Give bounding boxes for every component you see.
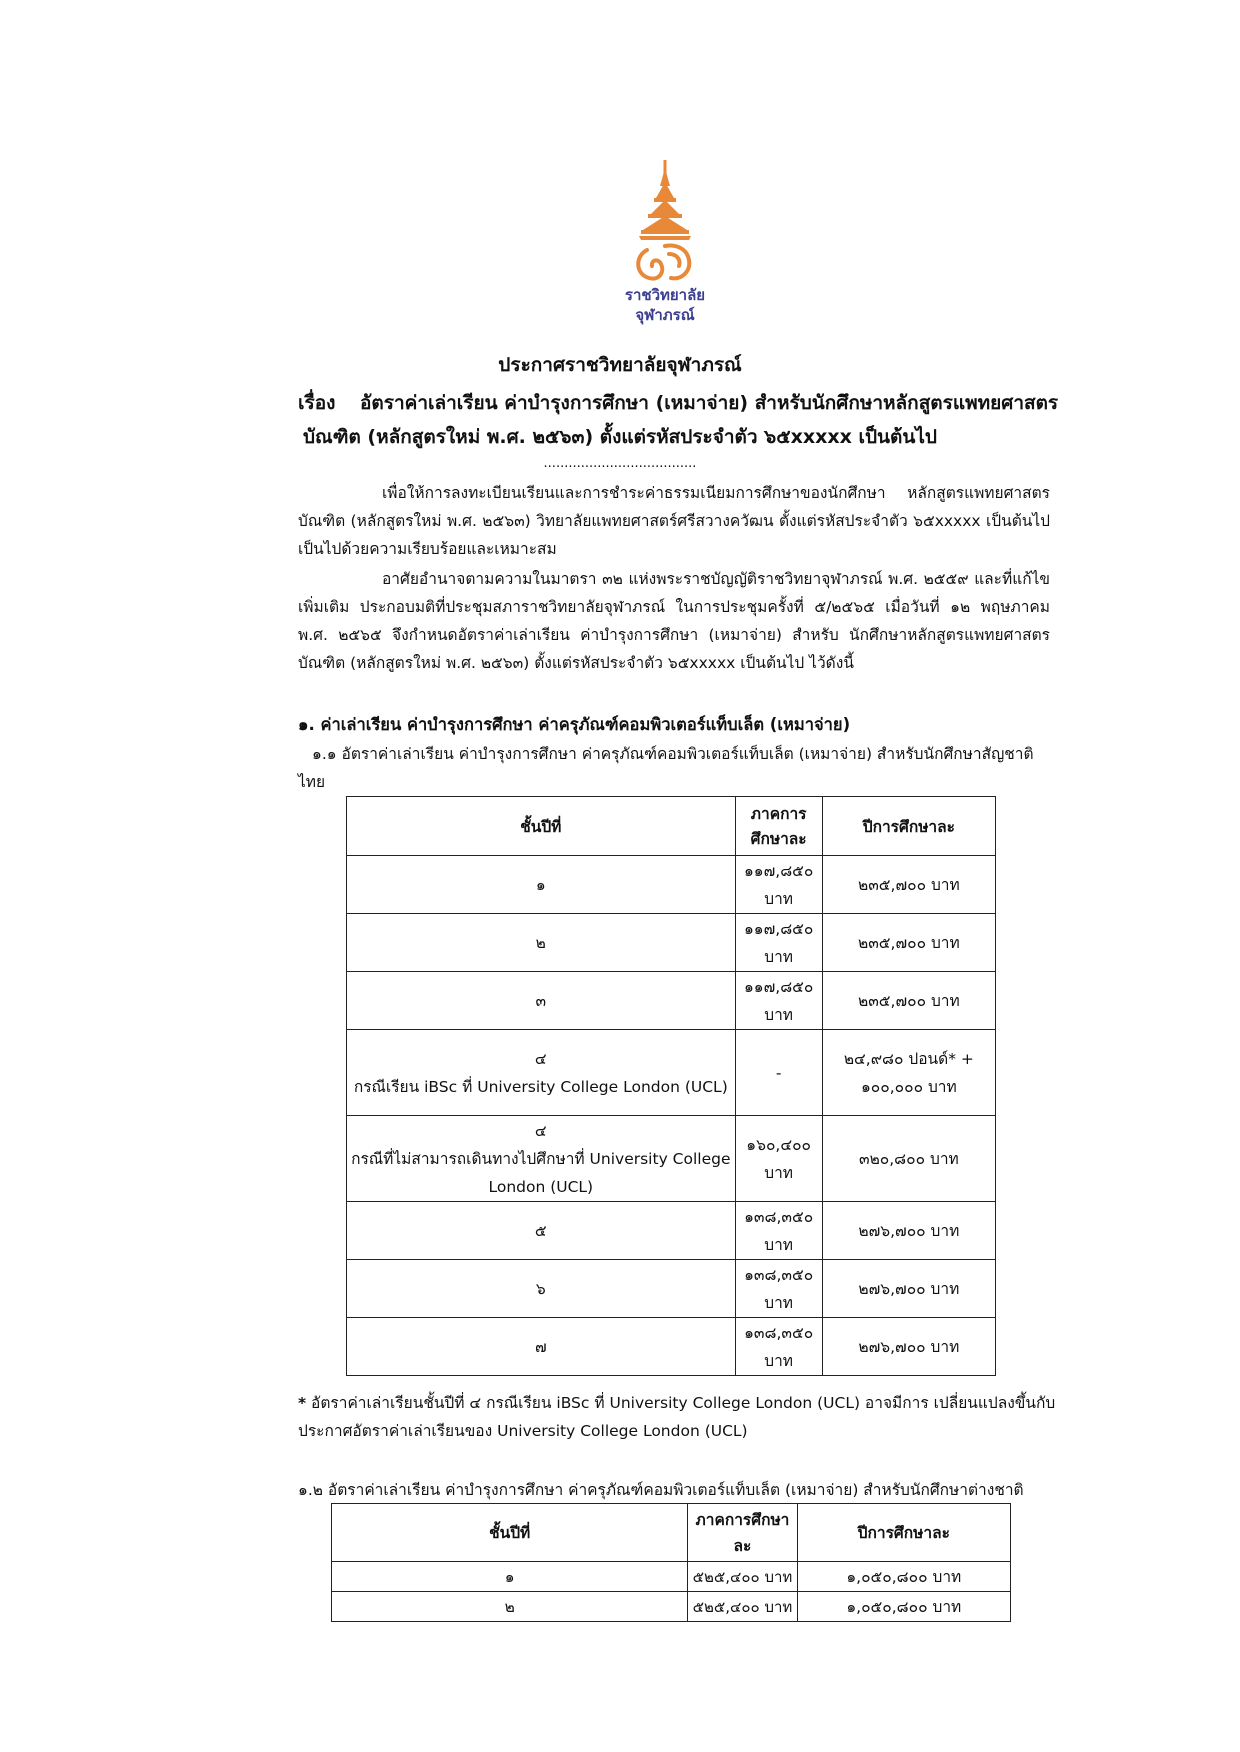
paragraph-1-text: เพื่อให้การลงทะเบียนเรียนและการชำระค่าธรรมเนียมการศึกษาของนักศึกษา หลักสูตรแพทยศาสตรบัณฑิต (หลักสูตรใหม่ พ.ศ. ๒๕๖๓) วิทยาลัยแพทยศาสตร์ศรีสวางควัฒน ตั้งแต่รหัสประจำตัว ๖๕xxxxx เป็นต้นไป เป็นไปด้วยความเรียบร้อยและเหมาะสม xyxy=(298,484,1050,558)
cell-semester: ๕๒๕,๔๐๐ บาท xyxy=(688,1562,797,1592)
paragraph-1 xyxy=(298,479,1050,563)
cell-annual: ๒๗๖,๗๐๐ บาท xyxy=(822,1318,995,1376)
table-row xyxy=(347,856,996,914)
cell-year: ๗ xyxy=(347,1318,736,1376)
cell-annual: ๒๓๕,๗๐๐ บาท xyxy=(822,856,995,914)
cell-year: ๖ xyxy=(347,1260,736,1318)
announcement-title: ประกาศราชวิทยาลัยจุฬาภรณ์ xyxy=(498,354,742,376)
subsection-1-1-text: ๑.๑ อัตราค่าเล่าเรียน ค่าบำรุงการศึกษา ค่าครุภัณฑ์คอมพิวเตอร์แท็บเล็ต (เหมาจ่าย) สำหรับนักศึกษาสัญชาติไทย xyxy=(298,745,1034,791)
footnote xyxy=(298,1389,1068,1445)
section-1-heading: ๑. ค่าเล่าเรียน ค่าบำรุงการศึกษา ค่าครุภัณฑ์คอมพิวเตอร์แท็บเล็ต (เหมาจ่าย) xyxy=(298,715,851,734)
table-row xyxy=(347,1116,996,1202)
table-row xyxy=(347,1318,996,1376)
cell-semester: ๑๓๘,๓๕๐ บาท xyxy=(735,1260,822,1318)
header-year: ชั้นปีที่ xyxy=(332,1504,688,1562)
cell-semester: ๑๑๗,๘๕๐ บาท xyxy=(735,856,822,914)
header-semester: ภาคการศึกษาละ xyxy=(688,1504,797,1562)
cell-annual: ๒๗๖,๗๐๐ บาท xyxy=(822,1202,995,1260)
header-year: ชั้นปีที่ xyxy=(347,797,736,856)
cell-year-number: ๔ xyxy=(534,1049,547,1068)
table-header-row xyxy=(332,1504,1011,1562)
logo-text-line1: ราชวิทยาลัย xyxy=(624,286,706,304)
table-row xyxy=(332,1592,1011,1622)
subject-text-line2: บัณฑิต (หลักสูตรใหม่ พ.ศ. ๒๕๖๓) ตั้งแต่รหัสประจำตัว ๖๕xxxxx เป็นต้นไป xyxy=(303,426,937,448)
cell-year-note: กรณีที่ไม่สามารถเดินทางไปศึกษาที่ University College London (UCL) xyxy=(351,1149,731,1196)
cell-semester: ๑๑๗,๘๕๐ บาท xyxy=(735,914,822,972)
table-row xyxy=(347,914,996,972)
emblem-icon xyxy=(625,160,705,285)
paragraph-2 xyxy=(298,565,1050,677)
cell-year: ๑ xyxy=(332,1562,688,1592)
cell-year: ๓ xyxy=(347,972,736,1030)
foreign-tuition-table xyxy=(331,1503,1011,1622)
cell-year: ๒ xyxy=(347,914,736,972)
table-row xyxy=(347,972,996,1030)
cell-annual: ๑,๐๕๐,๘๐๐ บาท xyxy=(797,1592,1010,1622)
subject-key: เรื่อง xyxy=(298,392,336,414)
subsection-1-2: ๑.๒ อัตราค่าเล่าเรียน ค่าบำรุงการศึกษา ค่าครุภัณฑ์คอมพิวเตอร์แท็บเล็ต (เหมาจ่าย) สำหรับนักศึกษาต่างชาติ xyxy=(298,1481,1024,1499)
header-annual: ปีการศึกษาละ xyxy=(822,797,995,856)
cell-annual: ๒๓๕,๗๐๐ บาท xyxy=(822,972,995,1030)
cell-year: ๒ xyxy=(332,1592,688,1622)
table-row xyxy=(347,1030,996,1116)
cell-annual: ๓๒๐,๘๐๐ บาท xyxy=(822,1116,995,1202)
cell-annual: ๒๔,๙๘๐ ปอนด์* + ๑๐๐,๐๐๐ บาท xyxy=(822,1030,995,1116)
cell-annual: ๑,๐๕๐,๘๐๐ บาท xyxy=(797,1562,1010,1592)
cell-annual: ๒๓๕,๗๐๐ บาท xyxy=(822,914,995,972)
logo-text-line2: จุฬาภรณ์ xyxy=(635,306,695,324)
subject-text-line1: อัตราค่าเล่าเรียน ค่าบำรุงการศึกษา (เหมาจ่าย) สำหรับนักศึกษาหลักสูตรแพทยศาสตร xyxy=(360,392,1059,414)
footnote-text: อัตราค่าเล่าเรียนชั้นปีที่ ๔ กรณีเรียน iBSc ที่ University College London (UCL) อาจมีการ เปลี่ยนแปลงขึ้นกับประกาศอัตราค่าเล่าเรียนของ University College London (UCL) xyxy=(298,1394,1056,1440)
cell-year xyxy=(347,1030,736,1116)
footnote-star: * xyxy=(298,1394,307,1412)
cell-semester: ๑๑๗,๘๕๐ บาท xyxy=(735,972,822,1030)
cell-year xyxy=(347,1116,736,1202)
college-logo xyxy=(610,160,720,340)
paragraph-2-text: อาศัยอำนาจตามความในมาตรา ๓๒ แห่งพระราชบัญญัติราชวิทยาจุฬาภรณ์ พ.ศ. ๒๕๕๙ และที่แก้ไขเพิ่มเติม ประกอบมติที่ประชุมสภาราชวิทยาลัยจุฬาภรณ์ ในการประชุมครั้งที่ ๕/๒๕๖๕ เมื่อวันที่ ๑๒ พฤษภาคม พ.ศ. ๒๕๖๕ จึงกำหนดอัตราค่าเล่าเรียน ค่าบำรุงการศึกษา (เหมาจ่าย) สำหรับ นักศึกษาหลักสูตรแพทยศาสตรบัณฑิต (หลักสูตรใหม่ พ.ศ. ๒๕๖๓) ตั้งแต่รหัสประจำตัว ๖๕xxxxx เป็นต้นไป ไว้ดังนี้ xyxy=(298,570,1050,672)
cell-year: ๑ xyxy=(347,856,736,914)
subsection-1-1 xyxy=(298,740,1058,796)
header-semester: ภาคการศึกษาละ xyxy=(735,797,822,856)
table-row xyxy=(347,1260,996,1318)
cell-semester: - xyxy=(735,1030,822,1116)
cell-semester: ๕๒๕,๔๐๐ บาท xyxy=(688,1592,797,1622)
cell-annual: ๒๗๖,๗๐๐ บาท xyxy=(822,1260,995,1318)
table-row xyxy=(332,1562,1011,1592)
cell-semester: ๑๓๘,๓๕๐ บาท xyxy=(735,1202,822,1260)
subject-line1 xyxy=(298,388,1058,418)
cell-semester: ๑๖๐,๔๐๐ บาท xyxy=(735,1116,822,1202)
cell-year-note: กรณีเรียน iBSc ที่ University College London (UCL) xyxy=(353,1077,728,1096)
table-header-row xyxy=(347,797,996,856)
header-annual: ปีการศึกษาละ xyxy=(797,1504,1010,1562)
thai-tuition-table xyxy=(346,796,996,1376)
divider: ..................................... xyxy=(543,456,697,471)
cell-year-number: ๔ xyxy=(534,1121,547,1140)
cell-semester: ๑๓๘,๓๕๐ บาท xyxy=(735,1318,822,1376)
cell-year: ๕ xyxy=(347,1202,736,1260)
table-row xyxy=(347,1202,996,1260)
